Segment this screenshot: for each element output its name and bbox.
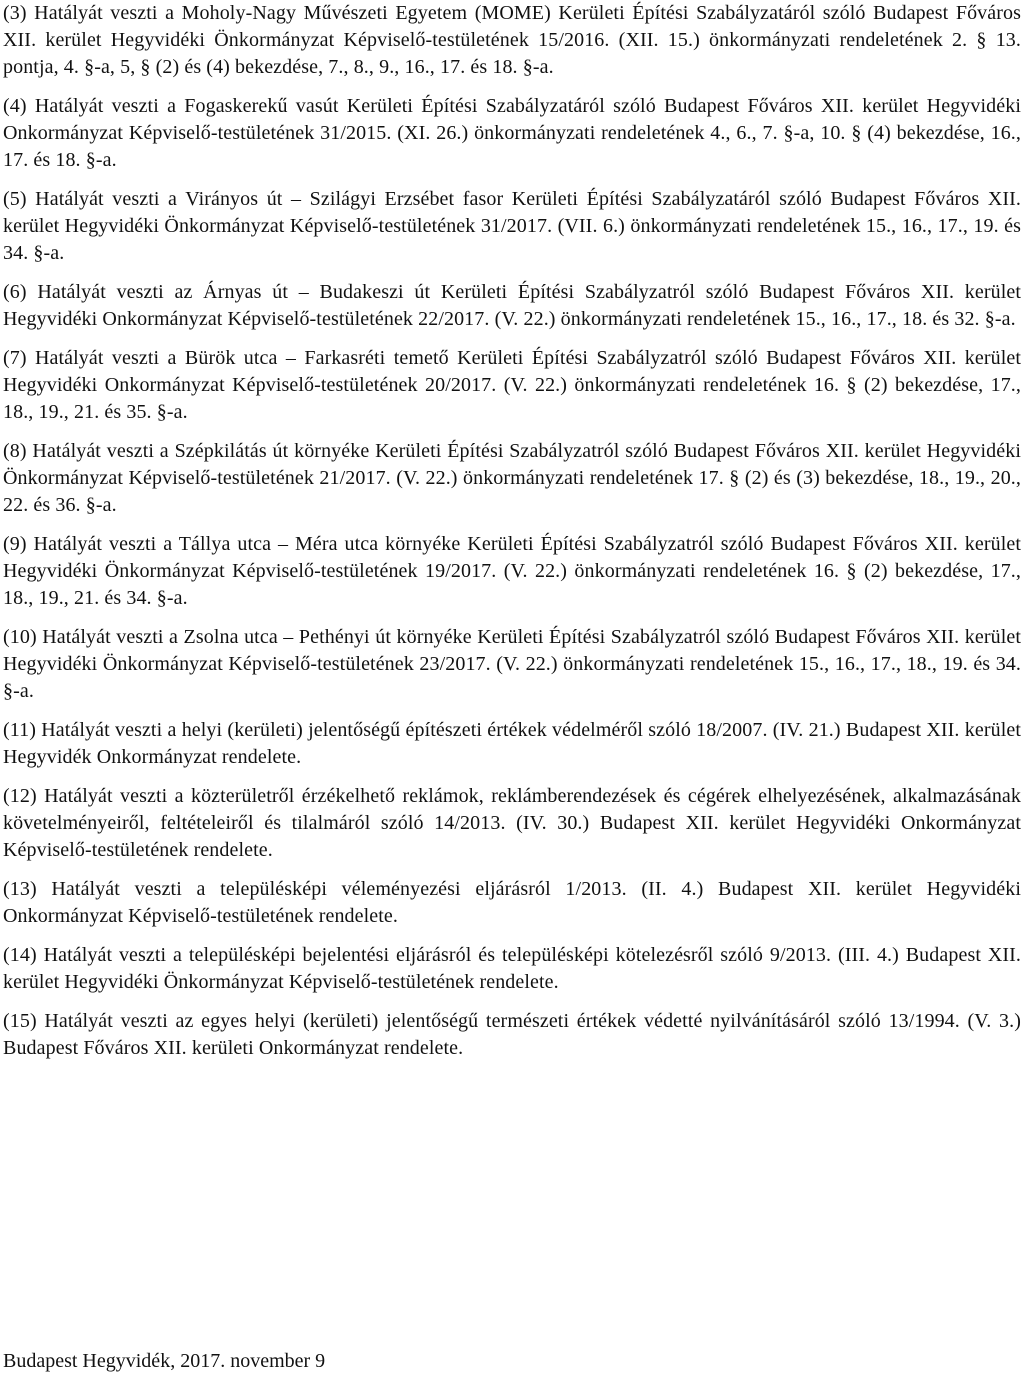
paragraph-14: (14) Hatályát veszti a településképi bejelentési eljárásról és településképi kötelezésről szóló 9/2013. (III. 4.) Budapest XII. kerület Hegyvidéki Önkormányzat Képviselő-testületének rendelete. — [3, 944, 1021, 993]
paragraph-5: (5) Hatályát veszti a Virányos út – Szilágyi Erzsébet fasor Kerületi Építési Szabályzatáról szóló Budapest Főváros XII. kerület Hegyvidéki Önkormányzat Képviselő-testületének 31/2017. (VII. 6.) önkormányzati rendeletének 15., 16., 17., 19. és 34. §-a. — [3, 188, 1021, 264]
paragraph-15: (15) Hatályát veszti az egyes helyi (kerületi) jelentőségű természeti értékek védetté nyilvánításáról szóló 13/1994. (V. 3.) Budapest Főváros XII. kerületi Onkormányzat rendelete. — [3, 1010, 1021, 1059]
paragraph-10: (10) Hatályát veszti a Zsolna utca – Pethényi út környéke Kerületi Építési Szabályzatról szóló Budapest Főváros XII. kerület Hegyvidéki Önkormányzat Képviselő-testületének 23/2017. (V. 22.) önkormányzati rendeletének 15., 16., 17., 18., 19. és 34. §-a. — [3, 626, 1021, 702]
document-body — [3, 0, 1021, 1074]
paragraph-6: (6) Hatályát veszti az Árnyas út – Budakeszi út Kerületi Építési Szabályzatról szóló Budapest Főváros XII. kerület Hegyvidéki Onkormányzat Képviselő-testületének 22/2017. (V. 22.) önkormányzati rendeletének 15., 16., 17., 18. és 32. §-a. — [3, 281, 1021, 330]
paragraph-7: (7) Hatályát veszti a Bürök utca – Farkasréti temető Kerületi Építési Szabályzatról szóló Budapest Főváros XII. kerület Hegyvidéki Onkormányzat Képviselő-testületének 20/2017. (V. 22.) önkormányzati rendeletének 16. § (2) bekezdése, 17., 18., 19., 21. és 35. §-a. — [3, 347, 1021, 423]
paragraph-11: (11) Hatályát veszti a helyi (kerületi) jelentőségű építészeti értékek védelméről szóló 18/2007. (IV. 21.) Budapest XII. kerület Hegyvidék Onkormányzat rendelete. — [3, 719, 1021, 768]
place-and-date: Budapest Hegyvidék, 2017. november 9 — [3, 1350, 326, 1372]
paragraph-4: (4) Hatályát veszti a Fogaskerekű vasút Kerületi Építési Szabályzatáról szóló Budapest Főváros XII. kerület Hegyvidéki Onkormányzat Képviselő-testületének 31/2015. (XI. 26.) önkormányzati rendeletének 4., 6., 7. §-a, 10. § (4) bekezdése, 16., 17. és 18. §-a. — [3, 95, 1021, 171]
paragraph-8: (8) Hatályát veszti a Szépkilátás út környéke Kerületi Építési Szabályzatról szóló Budapest Főváros XII. kerület Hegyvidéki Önkormányzat Képviselő-testületének 21/2017. (V. 22.) önkormányzati rendeletének 17. § (2) és (3) bekezdése, 18., 19., 20., 22. és 36. §-a. — [3, 440, 1021, 516]
paragraph-9: (9) Hatályát veszti a Tállya utca – Méra utca környéke Kerületi Építési Szabályzatról szóló Budapest Főváros XII. kerület Hegyvidéki Önkormányzat Képviselő-testületének 19/2017. (V. 22.) önkormányzati rendeletének 16. § (2) bekezdése, 17., 18., 19., 21. és 34. §-a. — [3, 533, 1021, 609]
paragraph-3: (3) Hatályát veszti a Moholy-Nagy Művészeti Egyetem (MOME) Kerületi Építési Szabályzatáról szóló Budapest Főváros XII. kerület Hegyvidéki Önkormányzat Képviselő-testületének 15/2016. (XII. 15.) önkormányzati rendeletének 2. § 13. pontja, 4. §-a, 5, § (2) és (4) bekezdése, 7., 8., 9., 16., 17. és 18. §-a. — [3, 2, 1021, 78]
paragraph-13: (13) Hatályát veszti a településképi véleményezési eljárásról 1/2013. (II. 4.) Budapest XII. kerület Hegyvidéki Onkormányzat Képviselő-testületének rendelete. — [3, 878, 1021, 927]
paragraph-12: (12) Hatályát veszti a közterületről érzékelhető reklámok, reklámberendezések és cégérek elhelyezésének, alkalmazásának követelményeiről, feltételeiről és tilalmáról szóló 14/2013. (IV. 30.) Budapest XII. kerület Hegyvidéki Onkormányzat Képviselő-testületének rendelete. — [3, 785, 1021, 861]
